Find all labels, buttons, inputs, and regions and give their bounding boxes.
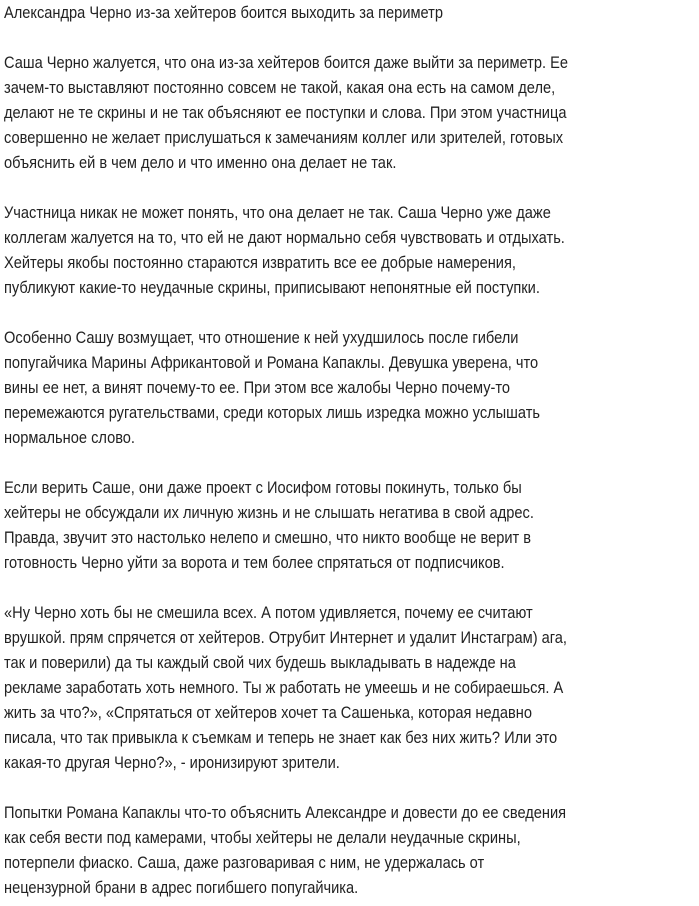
paragraph-line: делают не те скрины и не так объясняют ее поступки и слова. При этом участница <box>4 103 567 122</box>
article <box>4 0 694 900</box>
paragraph-line: Правда, звучит это настолько нелепо и смешно, что никто вообще не верит в <box>4 528 532 547</box>
paragraph-line: перемежаются ругательствами, среди которых лишь изредка можно услышать <box>4 403 541 422</box>
paragraph-line: Особенно Сашу возмущает, что отношение к ней ухудшилось после гибели <box>4 328 519 347</box>
paragraph-line: зачем-то выставляют постоянно совсем не такой, какая она есть на самом деле, <box>4 78 556 97</box>
paragraph-2 <box>4 200 694 300</box>
paragraph-3 <box>4 325 694 450</box>
paragraph-line: как себя вести под камерами, чтобы хейтеры не делали неудачные скрины, <box>4 828 521 847</box>
paragraph-line: врушкой. прям спрячется от хейтеров. Отрубит Интернет и удалит Инстаграм) ага, <box>4 628 567 647</box>
paragraph-line: Если верить Саше, они даже проект с Иосифом готовы покинуть, только бы <box>4 478 522 497</box>
paragraph-line: публикуют какие-то неудачные скрины, приписывают непонятные ей поступки. <box>4 278 540 297</box>
paragraph-line: Саша Черно жалуется, что она из-за хейтеров боится даже выйти за периметр. Ее <box>4 53 568 72</box>
paragraph-line: рекламе заработать хоть немного. Ты ж работать не умеешь и не собираешься. А <box>4 678 564 697</box>
paragraph-line: Участница никак не может понять, что она делает не так. Саша Черно уже даже <box>4 203 551 222</box>
paragraph-6 <box>4 800 694 900</box>
paragraph-line: потерпели фиаско. Саша, даже разговаривая с ним, не удержалась от <box>4 853 485 872</box>
article-title <box>4 0 694 25</box>
paragraph-line: объяснить ей в чем дело и что именно она делает не так. <box>4 153 397 172</box>
paragraph-line: нецензурной брани в адрес погибшего попугайчика. <box>4 878 359 897</box>
paragraph-4 <box>4 475 694 575</box>
paragraph-line: так и поверили) да ты каждый свой чих будешь выкладывать в надежде на <box>4 653 516 672</box>
paragraph-line: хейтеры не обсуждали их личную жизнь и не слышать негатива в свой адрес. <box>4 503 534 522</box>
paragraph-5-quote <box>4 600 694 775</box>
paragraph-line: Попытки Романа Капаклы что-то объяснить Александре и довести до ее сведения <box>4 803 567 822</box>
paragraph-line: писала, что так привыкла к съемкам и теперь не знает как без них жить? Или это <box>4 728 558 747</box>
article-title-text: Александра Черно из-за хейтеров боится выходить за периметр <box>4 3 444 22</box>
paragraph-line: «Ну Черно хоть бы не смешила всех. А потом удивляется, почему ее считают <box>4 603 533 622</box>
paragraph-line: попугайчика Марины Африкантовой и Романа Капаклы. Девушка уверена, что <box>4 353 539 372</box>
paragraph-1 <box>4 50 694 175</box>
paragraph-line: какая-то другая Черно?», - иронизируют зрители. <box>4 753 340 772</box>
paragraph-line: совершенно не желает прислушаться к замечаниям коллег или зрителей, готовых <box>4 128 564 147</box>
paragraph-line: нормальное слово. <box>4 428 136 447</box>
paragraph-line: коллегам жалуется на то, что ей не дают нормально себя чувствовать и отдыхать. <box>4 228 565 247</box>
paragraph-line: готовность Черно уйти за ворота и тем более спрятаться от подписчиков. <box>4 553 505 572</box>
paragraph-line: вины ее нет, а винят почему-то ее. При этом все жалобы Черно почему-то <box>4 378 511 397</box>
paragraph-line: жить за что?», «Спрятаться от хейтеров хочет та Сашенька, которая недавно <box>4 703 532 722</box>
paragraph-line: Хейтеры якобы постоянно стараются извратить все ее добрые намерения, <box>4 253 516 272</box>
